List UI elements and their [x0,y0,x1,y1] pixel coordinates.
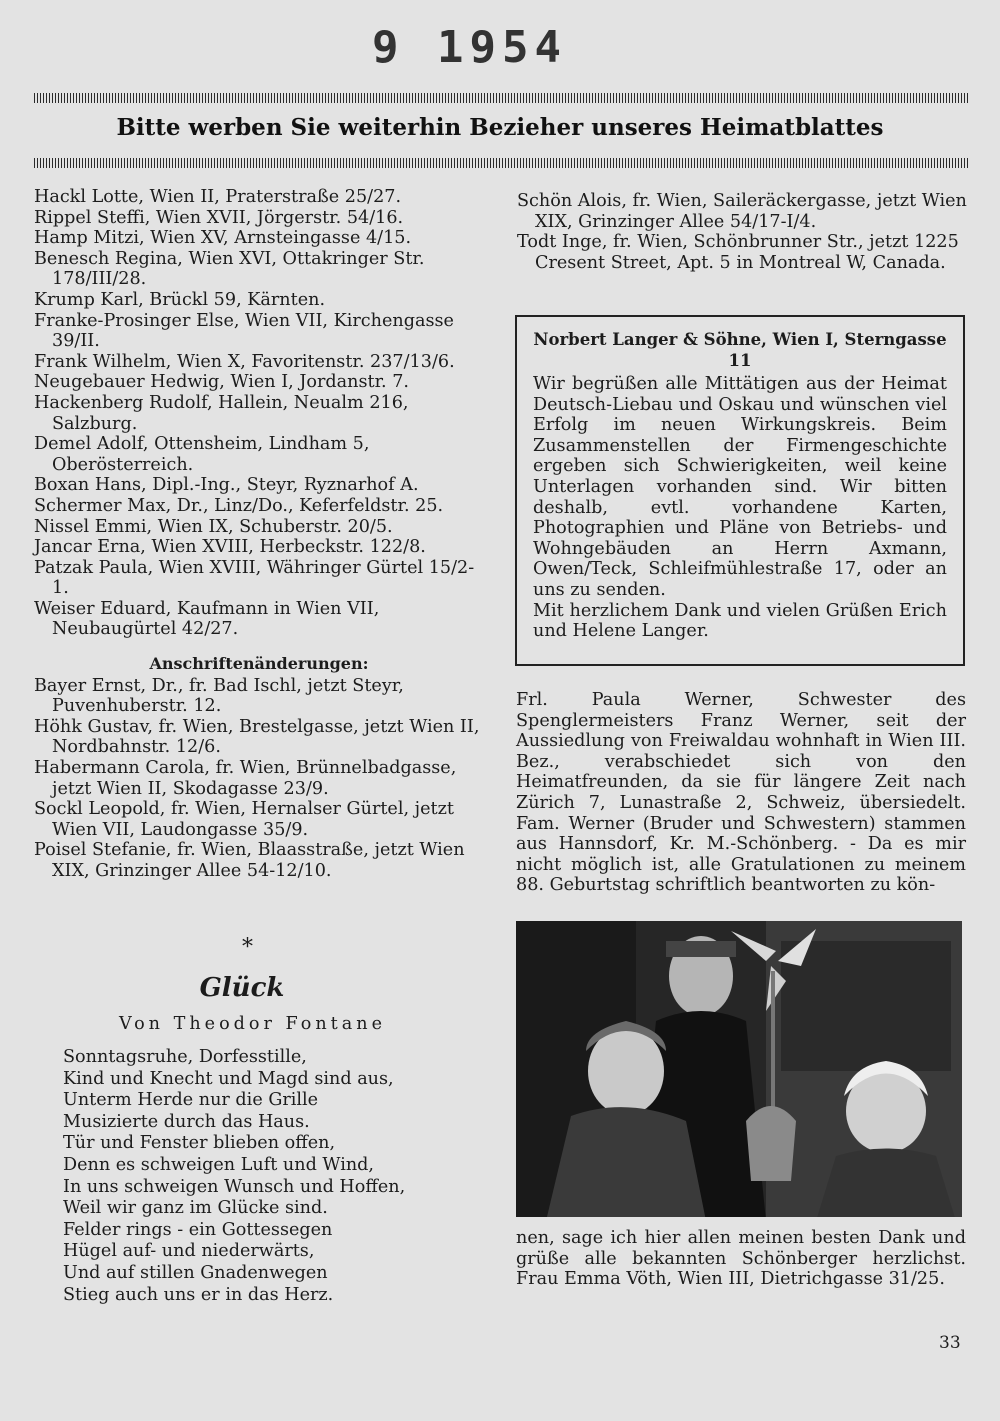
list-item: Weiser Eduard, Kaufmann in Wien VII, Neubaugürtel 42/27. [34,598,380,640]
subscriber-list [34,187,484,640]
left-column [34,187,484,882]
right-column-top [517,191,969,273]
list-item: Sockl Leopold, fr. Wien, Hernalser Gürtel, jetzt Wien VII, Laudongasse 35/9. [34,799,454,840]
notice-closing: Mit herzlichem Dank und vielen Grüßen Erich und Helene Langer. [533,600,947,642]
notice-title: Norbert Langer & Söhne, Wien I, Sterngasse 11 [533,330,947,370]
poem-line: Und auf stillen Gnadenwegen [63,1262,328,1283]
poem-line: Denn es schweigen Luft und Wind, [63,1154,375,1175]
address-changes-list [34,676,484,882]
list-item: Schermer Max, Dr., Linz/Do., Keferfeldstr. 25. [34,495,444,516]
list-item: Todt Inge, fr. Wien, Schönbrunner Str., jetzt 1225 Cresent Street, Apt. 5 in Montreal W, Canada. [517,232,959,273]
top-rule [34,93,970,103]
list-item: Höhk Gustav, fr. Wien, Brestelgasse, jetzt Wien II, Nordbahnstr. 12/6. [34,716,480,758]
werner-column [516,690,966,896]
poem-line: Stieg auch uns er in das Herz. [63,1284,334,1305]
voeth-column [516,1228,966,1290]
list-item: Schön Alois, fr. Wien, Saileräckergasse, jetzt Wien XIX, Grinzinger Allee 54/17-I/4. [517,191,967,232]
changes-heading: Anschriftenänderungen: [149,654,369,674]
list-item: Frank Wilhelm, Wien X, Favoritenstr. 237/13/6. [34,351,455,372]
headline-rule [34,158,970,168]
section-star: * [242,935,253,960]
poem-body [63,1047,405,1306]
voeth-paragraph: nen, sage ich hier allen meinen besten Dank und grüße alle bekannten Schönberger herzlichst. Frau Emma Vöth, Wien III, Dietrichgasse 31/25. [516,1228,966,1290]
poem-line: Tür und Fenster blieben offen, [63,1133,336,1154]
poem-title: Glück [199,973,285,1003]
list-item: Hackenberg Rudolf, Hallein, Neualm 216, Salzburg. [34,392,409,434]
issue-stamp: 9 1954 [372,22,567,73]
list-item: Rippel Steffi, Wien XVII, Jörgerstr. 54/16. [34,207,404,228]
poem-line: Felder rings - ein Gottessegen [63,1219,333,1240]
notice-box [515,315,965,666]
list-item: Patzak Paula, Wien XVIII, Währinger Gürtel 15/2-1. [34,557,475,599]
list-item: Bayer Ernst, Dr., fr. Bad Ischl, jetzt Steyr, Puvenhuberstr. 12. [34,675,404,717]
poem-byline: Von Theodor Fontane [118,1014,386,1034]
list-item: Jancar Erna, Wien XVIII, Herbeckstr. 122/8. [34,537,426,558]
list-item: Franke-Prosinger Else, Wien VII, Kirchengasse 39/II. [34,310,454,352]
list-item: Hackl Lotte, Wien II, Praterstraße 25/27. [34,187,402,207]
list-item: Habermann Carola, fr. Wien, Brünnelbadgasse, jetzt Wien II, Skodagasse 23/9. [34,758,457,799]
poem-line: In uns schweigen Wunsch und Hoffen, [63,1176,406,1197]
notice-body: Wir begrüßen alle Mittätigen aus der Heimat Deutsch-Liebau und Oskau und wünschen viel Erfolg im neuen Wirkungskreis. Beim Zusammenstellen der Firmengeschichte ergeben sich Schwierigkeiten, weil keine Unterlagen vorhanden sind. Wir bitten deshalb, evtl. vorhandene Karten, Photographien und Pläne von Betriebs- und Wohngebäuden an Herrn Axmann, Owen/Teck, Schleifmühlestraße 17, oder an uns zu senden. [533,374,947,600]
poem-line: Hügel auf- und niederwärts, [63,1241,315,1262]
list-item: Poisel Stefanie, fr. Wien, Blaasstraße, jetzt Wien XIX, Grinzinger Allee 54-12/10. [34,840,465,881]
page-headline: Bitte werben Sie weiterhin Bezieher unseres Heimatblattes [116,114,884,141]
list-item: Krump Karl, Brückl 59, Kärnten. [34,289,326,310]
list-item: Nissel Emmi, Wien IX, Schuberstr. 20/5. [34,516,393,537]
poem-line: Musizierte durch das Haus. [63,1111,310,1132]
photo-three-people [516,921,962,1217]
poem-line: Sonntagsruhe, Dorfesstille, [63,1047,307,1067]
list-item: Boxan Hans, Dipl.-Ing., Steyr, Ryznarhof A. [34,475,419,496]
list-item: Benesch Regina, Wien XVI, Ottakringer Str. 178/III/28. [34,248,425,290]
poem-line: Kind und Knecht und Magd sind aus, [63,1068,394,1089]
list-item: Neugebauer Hedwig, Wien I, Jordanstr. 7. [34,372,410,393]
list-item: Demel Adolf, Ottensheim, Lindham 5, Oberösterreich. [34,434,370,475]
address-changes-list-continued [517,191,969,273]
list-item: Hamp Mitzi, Wien XV, Arnsteingasse 4/15. [34,228,412,249]
werner-paragraph: Frl. Paula Werner, Schwester des Spenglermeisters Franz Werner, seit der Aussiedlung von Freiwaldau wohnhaft in Wien III. Bez., verabschiedet sich von den Heimatfreunden, da sie für längere Zeit nach Zürich 7, Lunastraße 2, Schweiz, übersiedelt. Fam. Werner (Bruder und Schwestern) stammen aus Hannsdorf, Kr. M.-Schönberg. - Da es mir nicht möglich ist, alle Gratulationen zu meinem 88. Geburtstag schriftlich beantworten zu kön- [516,690,966,896]
page-number: 33 [939,1333,961,1353]
poem-line: Unterm Herde nur die Grille [63,1090,319,1111]
poem-line: Weil wir ganz im Glücke sind. [63,1198,328,1219]
